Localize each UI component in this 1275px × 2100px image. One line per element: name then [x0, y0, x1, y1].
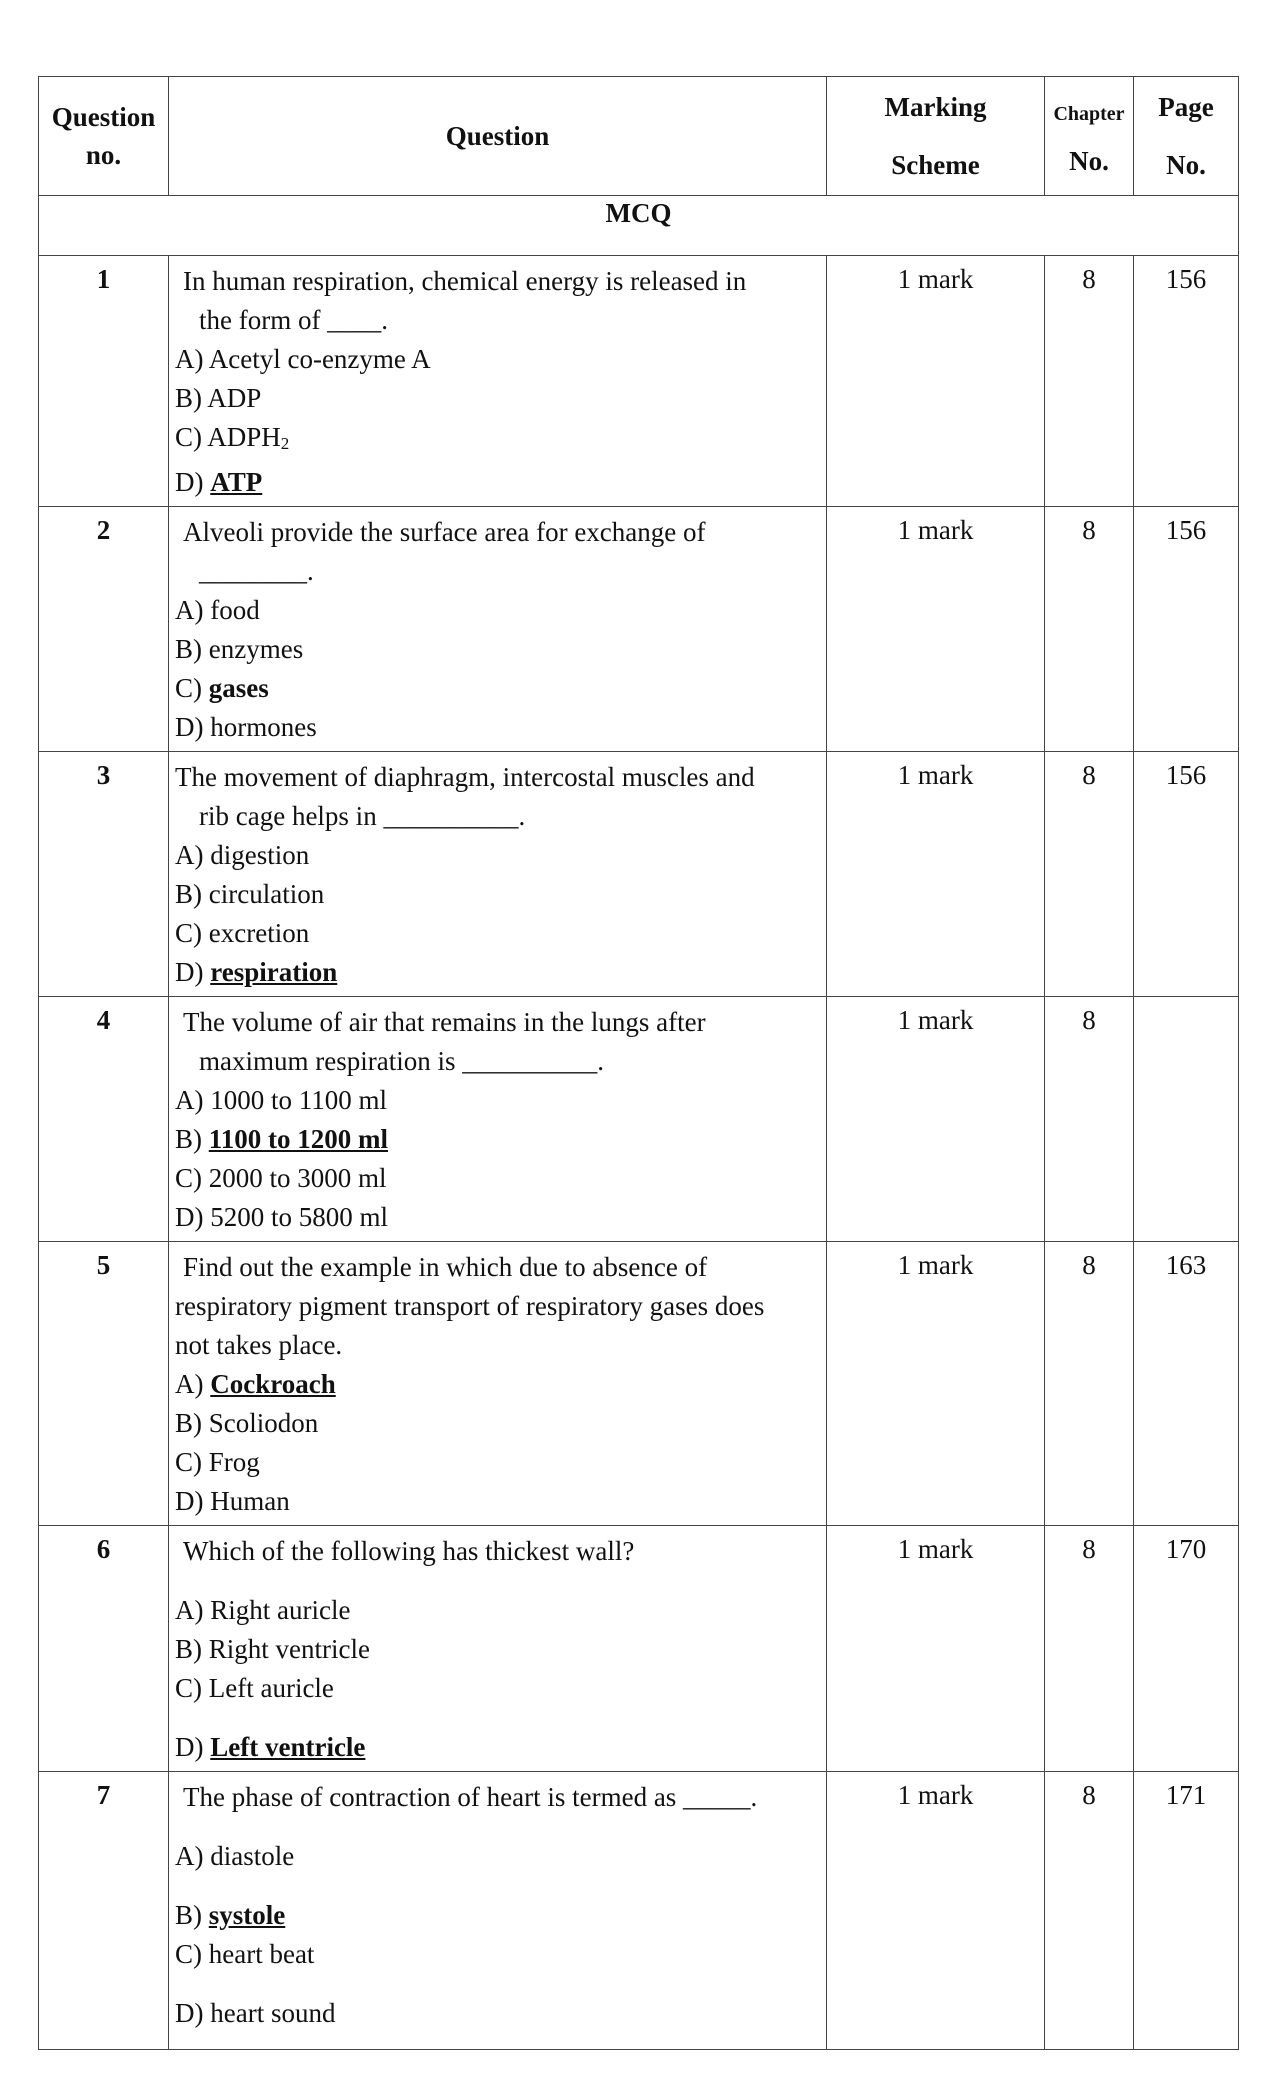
- option-d: D) 5200 to 5800 ml: [175, 1202, 388, 1232]
- question-row: [39, 256, 1239, 507]
- page-no: 156: [1134, 256, 1239, 507]
- option-c: C) $ADPH_2$: [175, 422, 290, 453]
- question-number: 6: [39, 1526, 169, 1772]
- option-b: B) Scoliodon: [175, 1408, 319, 1438]
- question-stem-cont: rib cage helps in __________.: [199, 801, 526, 831]
- option-a: A) food: [175, 595, 260, 625]
- chapter-no: 8: [1045, 256, 1134, 507]
- correct-answer: ATP: [210, 467, 263, 497]
- chapter-no: 8: [1045, 1772, 1134, 2050]
- marking-scheme: 1 mark: [827, 1526, 1045, 1772]
- option-d: D) Left ventricle: [175, 1732, 366, 1762]
- option-a: A) digestion: [175, 840, 310, 870]
- option-d: D) ATP: [175, 467, 263, 497]
- question-table: [38, 76, 1239, 2050]
- header-chapter-no: Chapter No.: [1045, 77, 1134, 196]
- correct-answer: Cockroach: [210, 1369, 336, 1399]
- page-no: 170: [1134, 1526, 1239, 1772]
- question-number: 2: [39, 507, 169, 752]
- question-stem-cont: the form of ____.: [199, 305, 388, 335]
- header-question-no: Question no.: [39, 77, 169, 196]
- question-stem: Find out the example in which due to absence of: [183, 1252, 708, 1282]
- question-stem: Which of the following has thickest wall?: [183, 1536, 635, 1566]
- option-a: A) Acetyl co-enzyme A: [175, 344, 431, 374]
- marking-scheme: 1 mark: [827, 1242, 1045, 1526]
- question-row: [39, 752, 1239, 997]
- question-cell: [169, 1526, 827, 1772]
- question-cell: [169, 256, 827, 507]
- question-number: 7: [39, 1772, 169, 2050]
- page-no: 156: [1134, 752, 1239, 997]
- question-stem-cont: respiratory pigment transport of respiratory gases does: [175, 1291, 765, 1321]
- correct-answer: 1100 to 1200 ml: [208, 1124, 388, 1154]
- question-number: 3: [39, 752, 169, 997]
- header-question: Question: [169, 77, 827, 196]
- correct-answer: respiration: [210, 957, 338, 987]
- question-row: [39, 1526, 1239, 1772]
- question-stem-cont: maximum respiration is __________.: [199, 1046, 604, 1076]
- marking-scheme: 1 mark: [827, 507, 1045, 752]
- marking-scheme: 1 mark: [827, 752, 1045, 997]
- option-a: A) Cockroach: [175, 1369, 336, 1399]
- question-stem: The movement of diaphragm, intercostal muscles and: [175, 762, 755, 792]
- question-number: 5: [39, 1242, 169, 1526]
- section-title: MCQ: [39, 196, 1239, 256]
- question-cell: [169, 1242, 827, 1526]
- option-b: B) Right ventricle: [175, 1634, 370, 1664]
- chapter-no: 8: [1045, 997, 1134, 1242]
- question-stem: In human respiration, chemical energy is released in: [183, 266, 747, 296]
- question-cell: [169, 752, 827, 997]
- question-number: 1: [39, 256, 169, 507]
- page-no: 171: [1134, 1772, 1239, 2050]
- section-row: [39, 196, 1239, 256]
- option-a: A) Right auricle: [175, 1595, 351, 1625]
- question-stem: The phase of contraction of heart is termed as _____.: [183, 1782, 758, 1812]
- question-cell: [169, 507, 827, 752]
- chapter-no: 8: [1045, 1526, 1134, 1772]
- option-d: D) Human: [175, 1486, 290, 1516]
- question-cell: [169, 1772, 827, 2050]
- question-stem-cont: not takes place.: [175, 1330, 343, 1360]
- option-d: D) respiration: [175, 957, 338, 987]
- option-b: B) enzymes: [175, 634, 304, 664]
- question-row: [39, 1242, 1239, 1526]
- option-c: C) Frog: [175, 1447, 260, 1477]
- question-stem: Alveoli provide the surface area for exchange of: [183, 517, 706, 547]
- option-c: C) Left auricle: [175, 1673, 334, 1703]
- header-row: [39, 77, 1239, 196]
- option-b: B) circulation: [175, 879, 325, 909]
- option-b: B) systole: [175, 1900, 286, 1930]
- correct-answer: gases: [208, 673, 269, 703]
- question-number: 4: [39, 997, 169, 1242]
- option-a: A) diastole: [175, 1841, 295, 1871]
- option-c: C) excretion: [175, 918, 310, 948]
- header-marking-scheme: Marking Scheme: [827, 77, 1045, 196]
- chapter-no: 8: [1045, 752, 1134, 997]
- subscript: 2: [280, 434, 290, 453]
- correct-answer: Left ventricle: [210, 1732, 366, 1762]
- option-c: C) 2000 to 3000 ml: [175, 1163, 387, 1193]
- page-no: 156: [1134, 507, 1239, 752]
- option-b: B) ADP: [175, 383, 262, 413]
- option-b: B) 1100 to 1200 ml: [175, 1124, 388, 1154]
- question-stem: The volume of air that remains in the lungs after: [183, 1007, 706, 1037]
- marking-scheme: 1 mark: [827, 256, 1045, 507]
- marking-scheme: 1 mark: [827, 1772, 1045, 2050]
- option-a: A) 1000 to 1100 ml: [175, 1085, 387, 1115]
- chapter-no: 8: [1045, 1242, 1134, 1526]
- question-row: [39, 1772, 1239, 2050]
- question-stem-cont: ________.: [199, 556, 314, 586]
- option-c: C) gases: [175, 673, 269, 703]
- option-c: C) heart beat: [175, 1939, 315, 1969]
- question-row: [39, 997, 1239, 1242]
- option-d: D) heart sound: [175, 1998, 336, 2028]
- marking-scheme: 1 mark: [827, 997, 1045, 1242]
- question-cell: [169, 997, 827, 1242]
- page-no: [1134, 997, 1239, 1242]
- correct-answer: systole: [208, 1900, 286, 1930]
- question-row: [39, 507, 1239, 752]
- page-no: 163: [1134, 1242, 1239, 1526]
- chapter-no: 8: [1045, 507, 1134, 752]
- option-d: D) hormones: [175, 712, 317, 742]
- header-page-no: Page No.: [1134, 77, 1239, 196]
